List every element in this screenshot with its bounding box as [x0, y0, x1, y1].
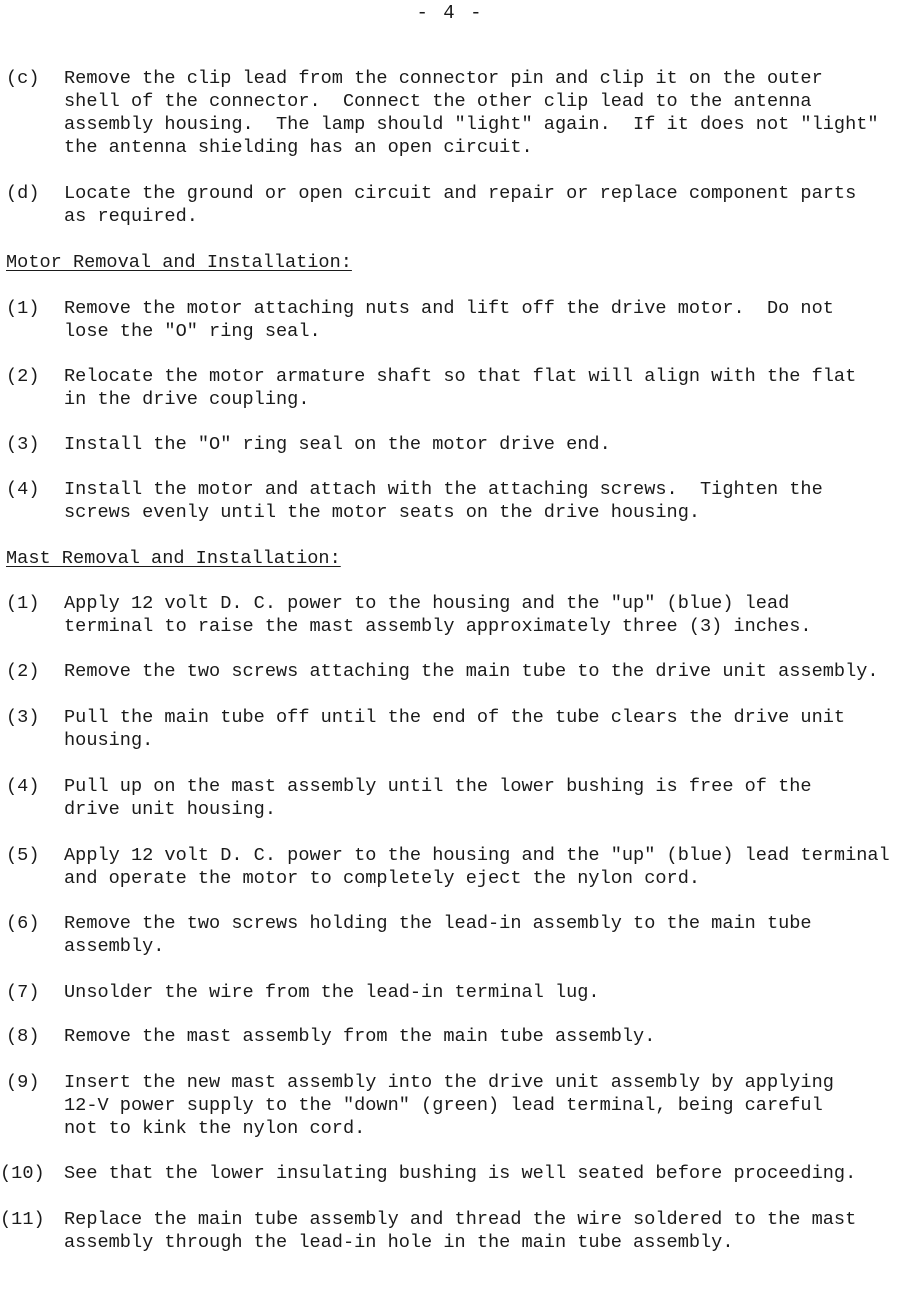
item-line: in the drive coupling. — [64, 389, 310, 410]
item-line: terminal to raise the mast assembly approximately three (3) inches. — [64, 616, 812, 637]
item-text — [64, 706, 845, 752]
item-line: housing. — [64, 730, 154, 751]
item-line: screws evenly until the motor seats on the drive housing. — [64, 502, 701, 523]
item-line: and operate the motor to completely eject the nylon cord. — [64, 868, 701, 889]
item-label: (5) — [6, 845, 40, 866]
item-label: (4) — [6, 776, 40, 797]
item-line: as required. — [64, 206, 198, 227]
list-item-c — [6, 67, 879, 159]
item-line: Remove the two screws attaching the main tube to the drive unit assembly. — [64, 661, 879, 682]
item-text — [64, 1208, 856, 1254]
item-line: Locate the ground or open circuit and repair or replace component parts — [64, 183, 857, 204]
item-line: the antenna shielding has an open circuit. — [64, 137, 533, 158]
item-label: (3) — [6, 434, 40, 455]
item-line: lose the "O" ring seal. — [64, 321, 321, 342]
item-label: (6) — [6, 913, 40, 934]
item-label: (2) — [6, 661, 40, 682]
item-line: assembly. — [64, 936, 165, 957]
item-text — [64, 297, 834, 343]
item-line: Pull the main tube off until the end of the tube clears the drive unit — [64, 707, 846, 728]
item-line: Relocate the motor armature shaft so that flat will align with the flat — [64, 366, 857, 387]
item-line: Pull up on the mast assembly until the lower bushing is free of the — [64, 776, 812, 797]
list-item — [0, 1208, 857, 1300]
item-line: Remove the clip lead from the connector pin and clip it on the outer — [64, 68, 823, 89]
item-line: 12-V power supply to the "down" (green) lead terminal, being careful — [64, 1095, 823, 1116]
item-text — [64, 1162, 856, 1185]
item-label: (1) — [6, 298, 40, 319]
item-label: (2) — [6, 366, 40, 387]
item-line: Remove the mast assembly from the main tube assembly. — [64, 1026, 656, 1047]
item-line: Apply 12 volt D. C. power to the housing and the "up" (blue) lead — [64, 593, 790, 614]
item-line: not to kink the nylon cord. — [64, 1118, 366, 1139]
item-text — [64, 912, 812, 958]
item-text — [64, 365, 856, 411]
item-line: Remove the two screws holding the lead-in assembly to the main tube — [64, 913, 812, 934]
item-label: (3) — [6, 707, 40, 728]
list-item — [6, 1071, 834, 1163]
item-line: shell of the connector. Connect the other clip lead to the antenna — [64, 91, 812, 112]
item-text — [64, 775, 812, 821]
item-label: (c) — [6, 68, 40, 89]
item-text — [64, 67, 879, 159]
item-label: (10) — [0, 1163, 45, 1184]
item-line: Apply 12 volt D. C. power to the housing and the "up" (blue) lead terminal — [64, 845, 890, 866]
page-number: - 4 - — [416, 2, 484, 24]
item-label: (8) — [6, 1026, 40, 1047]
item-text — [64, 592, 812, 638]
item-line: assembly through the lead-in hole in the main tube assembly. — [64, 1232, 734, 1253]
item-line: drive unit housing. — [64, 799, 277, 820]
item-label: (1) — [6, 593, 40, 614]
item-line: Replace the main tube assembly and thread the wire soldered to the mast — [64, 1209, 857, 1230]
item-line: assembly housing. The lamp should "light" again. If it does not "light" — [64, 114, 879, 135]
item-line: Install the "O" ring seal on the motor drive end. — [64, 434, 611, 455]
section-heading-motor: Motor Removal and Installation: — [6, 252, 352, 273]
item-text — [64, 844, 890, 890]
item-label: (4) — [6, 479, 40, 500]
item-line: Remove the motor attaching nuts and lift off the drive motor. Do not — [64, 298, 834, 319]
item-label: (9) — [6, 1072, 40, 1093]
item-text — [64, 981, 600, 1004]
item-text — [64, 433, 611, 456]
item-label: (d) — [6, 183, 40, 204]
item-line: Install the motor and attach with the attaching screws. Tighten the — [64, 479, 823, 500]
item-text — [64, 1025, 655, 1048]
item-line: Insert the new mast assembly into the drive unit assembly by applying — [64, 1072, 834, 1093]
item-label: (7) — [6, 982, 40, 1003]
item-line: Unsolder the wire from the lead-in terminal lug. — [64, 982, 600, 1003]
item-text — [64, 660, 879, 683]
item-text — [64, 478, 823, 524]
item-label: (11) — [0, 1209, 45, 1230]
section-heading-mast: Mast Removal and Installation: — [6, 548, 341, 569]
item-text — [64, 182, 856, 228]
item-text — [64, 1071, 834, 1140]
item-line: See that the lower insulating bushing is well seated before proceeding. — [64, 1163, 857, 1184]
